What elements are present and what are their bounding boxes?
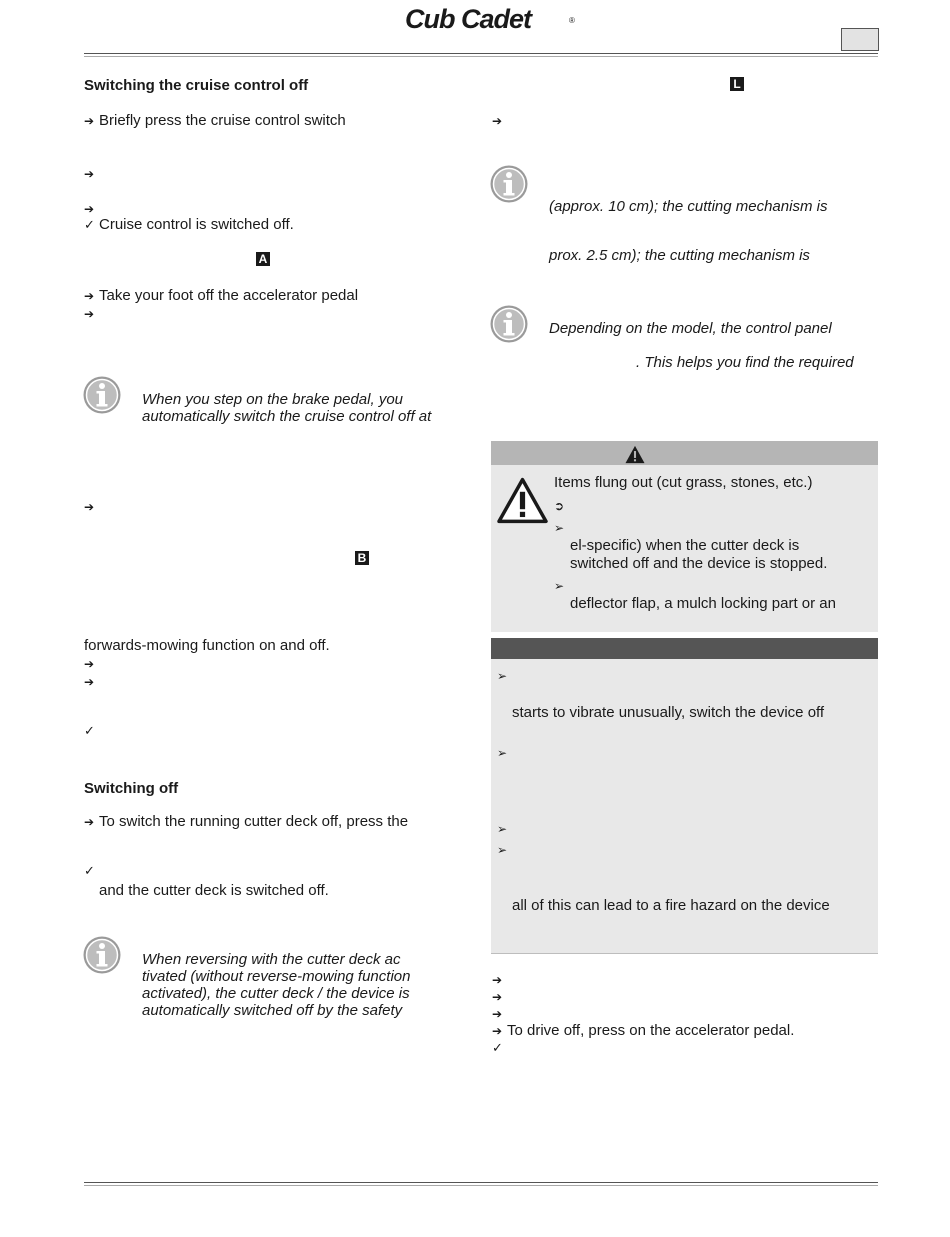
page-number-box xyxy=(841,28,879,51)
arrow-icon: ➔ xyxy=(492,973,503,987)
checkmark-icon: ✓ xyxy=(84,723,95,738)
arrow-icon: ➔ xyxy=(492,990,503,1004)
checkmark-icon: ✓ xyxy=(84,863,95,878)
info2-line1: When reversing with the cutter deck ac xyxy=(142,951,401,968)
step-text: To switch the running cutter deck off, press the xyxy=(99,813,409,830)
info3-line2: prox. 2.5 cm); the cutting mechanism is xyxy=(549,247,810,264)
warning-line2: el-specific) when the cutter deck is xyxy=(570,537,800,554)
bullet-arrowhead-icon: ➢ xyxy=(497,822,508,836)
notice-bottom-rule xyxy=(491,953,878,954)
notice-bullet xyxy=(497,820,512,838)
notice-bullet xyxy=(497,744,512,762)
figure-label-b: B xyxy=(355,551,369,565)
step-text: Briefly press the cruise control switch xyxy=(99,112,346,129)
info1-line2: automatically switch the cruise control off at xyxy=(142,408,432,425)
warning-bullet xyxy=(554,577,569,595)
info-icon xyxy=(82,935,122,975)
result-text: Cruise control is switched off. xyxy=(99,216,294,233)
step-arrow-empty xyxy=(492,112,507,130)
warning-header-bar xyxy=(491,441,878,465)
bullet-arrowhead-icon: ➢ xyxy=(497,669,508,683)
registered-mark: ® xyxy=(569,16,575,25)
arrow-icon: ➔ xyxy=(84,500,95,514)
info2-line4: automatically switched off by the safety xyxy=(142,1002,403,1019)
figure-label-a: A xyxy=(256,252,270,266)
arrow-icon: ➔ xyxy=(84,167,95,181)
arrow-icon: ➔ xyxy=(492,1024,503,1038)
info4-line2: . This helps you find the required xyxy=(636,354,854,371)
info-icon xyxy=(489,164,529,204)
step-foot-off xyxy=(84,287,358,305)
step-arrow-empty xyxy=(84,165,99,183)
footer-rule xyxy=(84,1182,878,1183)
step-text: To drive off, press on the accelerator pedal. xyxy=(507,1022,795,1039)
notice-bullet xyxy=(497,841,512,859)
arrow-icon: ➔ xyxy=(84,307,95,321)
step-arrow-empty xyxy=(84,655,99,673)
checkmark-icon: ✓ xyxy=(492,1040,503,1055)
warning-bullet xyxy=(554,519,569,537)
warning-hazard-arrow xyxy=(554,497,569,515)
step-press-switch xyxy=(84,112,346,130)
arrow-icon: ➔ xyxy=(492,114,503,128)
brand-logo xyxy=(405,4,580,34)
step-arrow-empty xyxy=(492,988,507,1006)
arrow-icon: ➔ xyxy=(84,289,95,303)
info-icon xyxy=(82,375,122,415)
bullet-arrowhead-icon: ➢ xyxy=(497,746,508,760)
info2-line2: tivated (without reverse-mowing function xyxy=(142,968,411,985)
warning-header-icon xyxy=(624,445,646,464)
step-drive-off xyxy=(492,1022,794,1040)
warning-line1: Items flung out (cut grass, stones, etc.) xyxy=(554,474,813,491)
arrow-icon: ➔ xyxy=(84,657,95,671)
arrow-icon: ➔ xyxy=(84,202,95,216)
bullet-arrowhead-icon: ➢ xyxy=(554,579,565,593)
info2-line3: activated), the cutter deck / the device is xyxy=(142,985,410,1002)
step-text: Take your foot off the accelerator pedal xyxy=(99,287,359,304)
arrow-icon: ➔ xyxy=(492,1007,503,1021)
info3-line1: (approx. 10 cm); the cutting mechanism is xyxy=(549,198,828,215)
brand-logo-text: Cub Cadet xyxy=(405,4,531,34)
footer-rule-thin xyxy=(84,1185,878,1186)
info4-line1: Depending on the model, the control panel xyxy=(549,320,832,337)
consequence-arrow-icon: ➲ xyxy=(554,499,565,513)
result-deck-off: and the cutter deck is switched off. xyxy=(99,882,329,899)
forwards-text: forwards-mowing function on and off. xyxy=(84,637,330,654)
result-cruise-off xyxy=(84,216,294,233)
cruise-off-heading: Switching the cruise control off xyxy=(84,77,309,94)
warning-line4: deflector flap, a mulch locking part or an xyxy=(570,595,836,612)
step-arrow-empty xyxy=(492,971,507,989)
result-empty xyxy=(492,1039,507,1056)
arrow-icon: ➔ xyxy=(84,675,95,689)
header-rule-thin xyxy=(84,56,878,57)
bullet-arrowhead-icon: ➢ xyxy=(497,843,508,857)
notice-bullet xyxy=(497,667,512,685)
result-empty xyxy=(84,862,99,879)
arrow-icon: ➔ xyxy=(84,114,95,128)
info-icon xyxy=(489,304,529,344)
switching-off-heading: Switching off xyxy=(84,780,179,797)
result-empty xyxy=(84,722,99,739)
figure-label-l: L xyxy=(730,77,744,91)
arrow-icon: ➔ xyxy=(84,815,95,829)
checkmark-icon: ✓ xyxy=(84,217,95,232)
notice-line1: starts to vibrate unusually, switch the device off xyxy=(512,704,825,721)
notice-header-bar xyxy=(491,638,878,659)
step-arrow-empty xyxy=(84,673,99,691)
step-switch-deck xyxy=(84,813,408,831)
step-arrow-empty xyxy=(492,1005,507,1023)
step-arrow-empty xyxy=(84,498,99,516)
warning-triangle-icon xyxy=(496,477,549,524)
notice-line2: all of this can lead to a fire hazard on the device xyxy=(512,897,830,914)
warning-line3: switched off and the device is stopped. xyxy=(570,555,828,572)
bullet-arrowhead-icon: ➢ xyxy=(554,521,565,535)
info1-line1: When you step on the brake pedal, you xyxy=(142,391,404,408)
step-arrow-empty xyxy=(84,305,99,323)
header-rule xyxy=(84,53,878,54)
